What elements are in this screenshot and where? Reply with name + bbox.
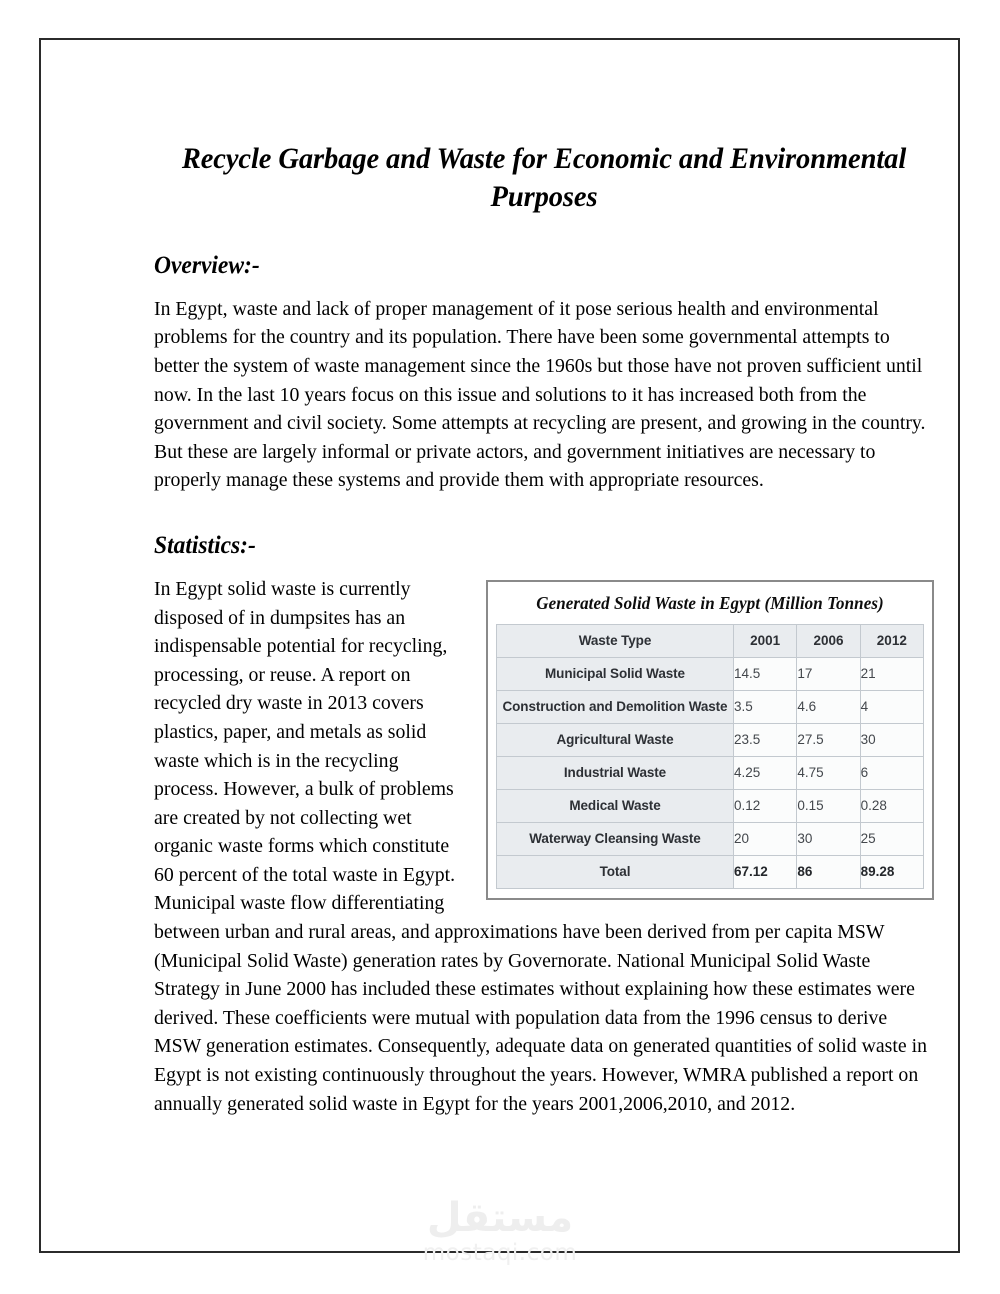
cell-2001: 14.5 [733,657,796,690]
cell-2012: 6 [860,756,923,789]
cell-total-2001: 67.12 [733,855,796,888]
cell-2012: 30 [860,723,923,756]
paragraph-overview: In Egypt, waste and lack of proper management of it pose serious health and environmental problems for the country and its population. There have been some governmental attempts to better the system of waste management since the 1960s but those have not proven sufficient until now. In the last 10 years focus on this issue and solutions to it has increased both from the government and civil society. Some attempts at recycling are present, and growing in the country. But these are largely informal or private actors, and government initiatives are necessary to properly manage these systems and provide them with appropriate resources. [154,297,926,492]
cell-2012: 21 [860,657,923,690]
row-label: Medical Waste [497,789,734,822]
paragraph-statistics: In Egypt solid waste is currently disposed of in dumpsites has an indispensable potential for recycling, processing, or reuse. A report on recycled dry waste in 2013 covers plastics, paper, and metals as solid waste which is in the recycling process. However, a bulk of problems are created by not collecting wet organic waste forms which constitute 60 percent of the total waste in Egypt. Municipal waste flow differentiating between urban and rural areas, and approximations have been derived from per capita MSW (Municipal Solid Waste) generation rates by Governorate. National Municipal Solid Waste Strategy in June 2000 has included these estimates without explaining how these estimates were derived. These coefficients were mutual with population data from the 1996 census to derive MSW generation estimates. Consequently, adequate data on generated quantities of solid waste in Egypt is not existing continuously throughout the years. However, WMRA published a report on annually generated solid waste in Egypt for the years 2001,2006,2010, and 2012. [154,577,927,1115]
cell-2001: 4.25 [733,756,796,789]
cell-2001: 23.5 [733,723,796,756]
column-header-2006: 2006 [797,624,860,657]
cell-2006: 30 [797,822,860,855]
cell-2012: 25 [860,822,923,855]
cell-2006: 17 [797,657,860,690]
column-header-2001: 2001 [733,624,796,657]
section-heading-overview: Overview:- [154,251,260,279]
row-label: Municipal Solid Waste [497,657,734,690]
row-label: Industrial Waste [497,756,734,789]
cell-2006: 4.75 [797,756,860,789]
cell-2001: 0.12 [733,789,796,822]
column-header-2012: 2012 [860,624,923,657]
waste-table-caption: Generated Solid Waste in Egypt (Million Tonnes) [536,592,884,613]
watermark-arabic-text: مستقل [426,1195,574,1241]
cell-2012: 0.28 [860,789,923,822]
cell-2006: 27.5 [797,723,860,756]
cell-2006: 4.6 [797,690,860,723]
page-title: Recycle Garbage and Waste for Economic and Environmental Purposes [181,142,907,214]
watermark-domain-text: mostaqi.com [422,1240,578,1266]
document-body [154,140,934,1118]
row-label-total: Total [497,855,734,888]
cell-2012: 4 [860,690,923,723]
row-label: Agricultural Waste [497,723,734,756]
cell-total-2012: 89.28 [860,855,923,888]
row-label: Construction and Demolition Waste [497,690,734,723]
cell-2001: 20 [733,822,796,855]
page-border [39,38,960,1253]
cell-2001: 3.5 [733,690,796,723]
column-header-waste-type: Waste Type [497,624,734,657]
cell-2006: 0.15 [797,789,860,822]
row-label: Waterway Cleansing Waste [497,822,734,855]
section-heading-statistics: Statistics:- [154,531,256,559]
cell-total-2006: 86 [797,855,860,888]
